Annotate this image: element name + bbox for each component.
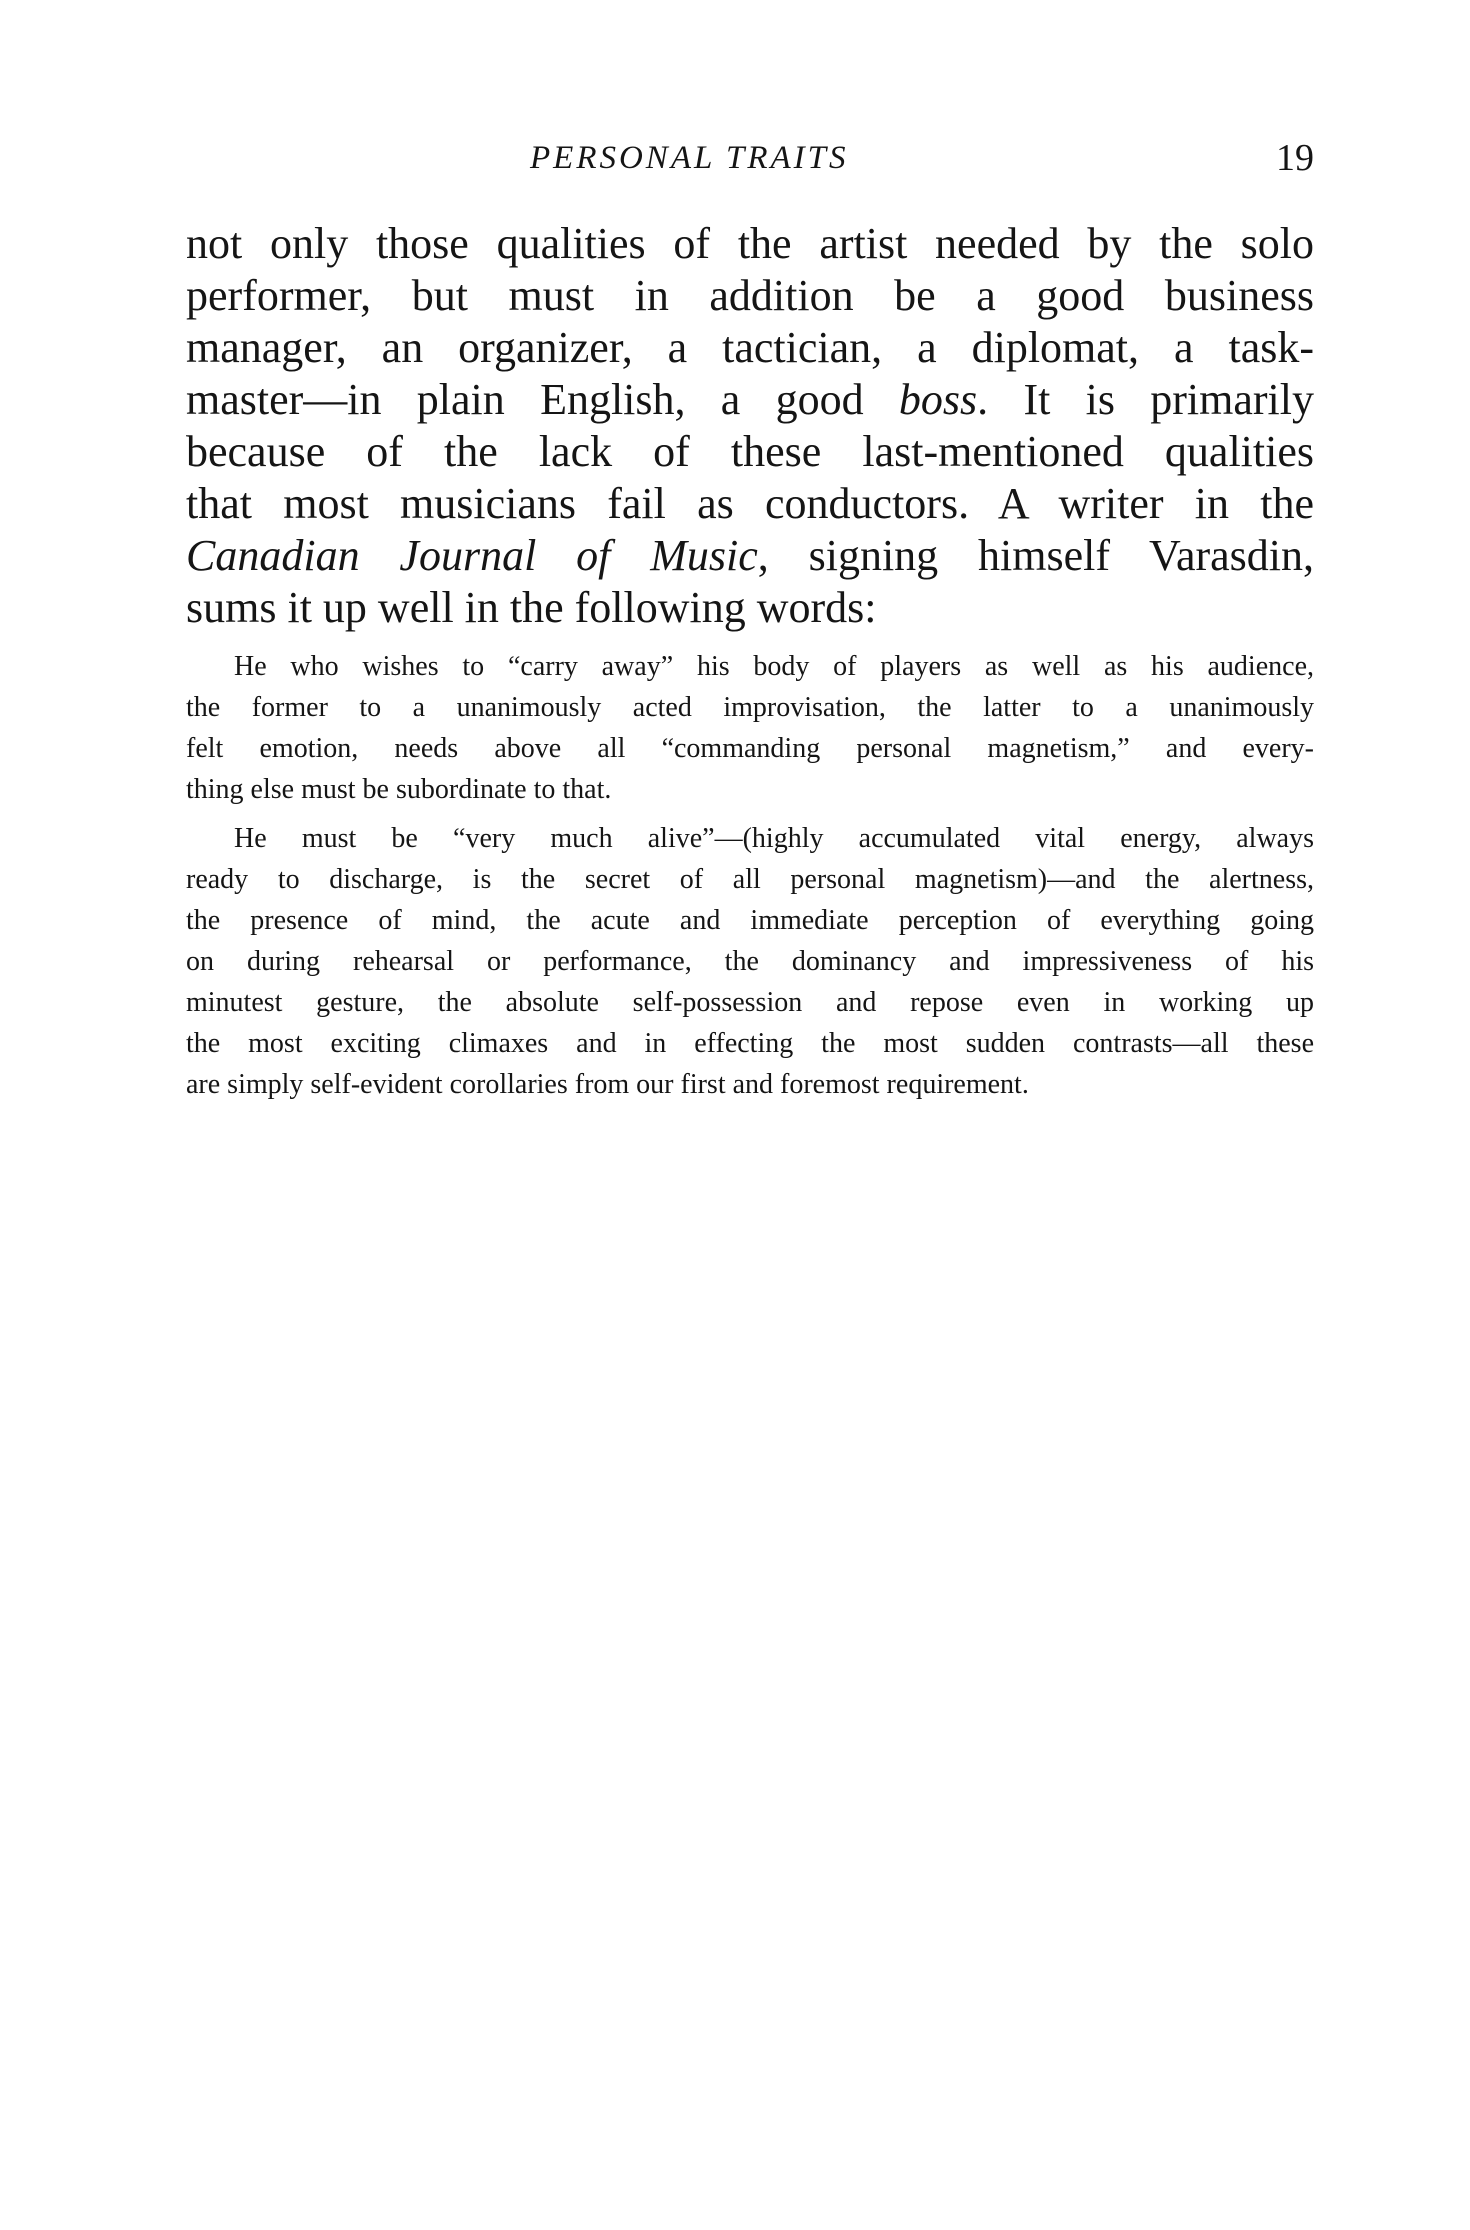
journal-title: Canadian Journal of Music [186,531,758,580]
quote-line: on during rehearsal or performance, the dominancy and impressiveness of his [186,946,1314,977]
text-line: sums it up well in the following words: [186,583,877,632]
text-line: that most musicians fail as conductors. A writer in the [186,479,1314,528]
text-line: not only those qualities of the artist needed by the solo [186,219,1314,268]
quote-line: He must be “very much alive”—(highly accumulated vital energy, always [234,823,1314,854]
main-paragraph [186,218,1314,634]
quote-line: minutest gesture, the absolute self-possession and repose even in working up [186,987,1314,1018]
quote-line: ready to discharge, is the secret of all personal magnetism)—and the alertness, [186,864,1314,895]
text-line: master—in plain English, a good boss. It is primarily [186,375,1314,424]
quote-line: are simply self-evident corollaries from our first and foremost requirement. [186,1069,1029,1100]
running-title: PERSONAL TRAITS [530,140,849,176]
quote-line: thing else must be subordinate to that. [186,774,612,805]
running-head [186,137,1314,186]
page-number: 19 [1276,137,1314,179]
text-line: performer, but must in addition be a good business [186,271,1314,320]
quote-line: the most exciting climaxes and in effecting the most sudden contrasts—all these [186,1028,1314,1059]
quote-line: the presence of mind, the acute and immediate perception of everything going [186,905,1314,936]
text-line: because of the lack of these last-mentioned qualities [186,427,1314,476]
block-quotation [186,646,1314,1105]
quote-line: He who wishes to “carry away” his body of players as well as his audience, [234,651,1314,682]
quote-line: felt emotion, needs above all “commanding personal magnetism,” and every- [186,733,1314,764]
text-line: Canadian Journal of Music, signing himself Varasdin, [186,531,1315,580]
quote-line: the former to a unanimously acted improvisation, the latter to a unanimously [186,692,1314,723]
italic-word: boss [898,375,978,424]
text-line: manager, an organizer, a tactician, a diplomat, a task- [186,323,1314,372]
paragraph-gap [186,810,1314,818]
